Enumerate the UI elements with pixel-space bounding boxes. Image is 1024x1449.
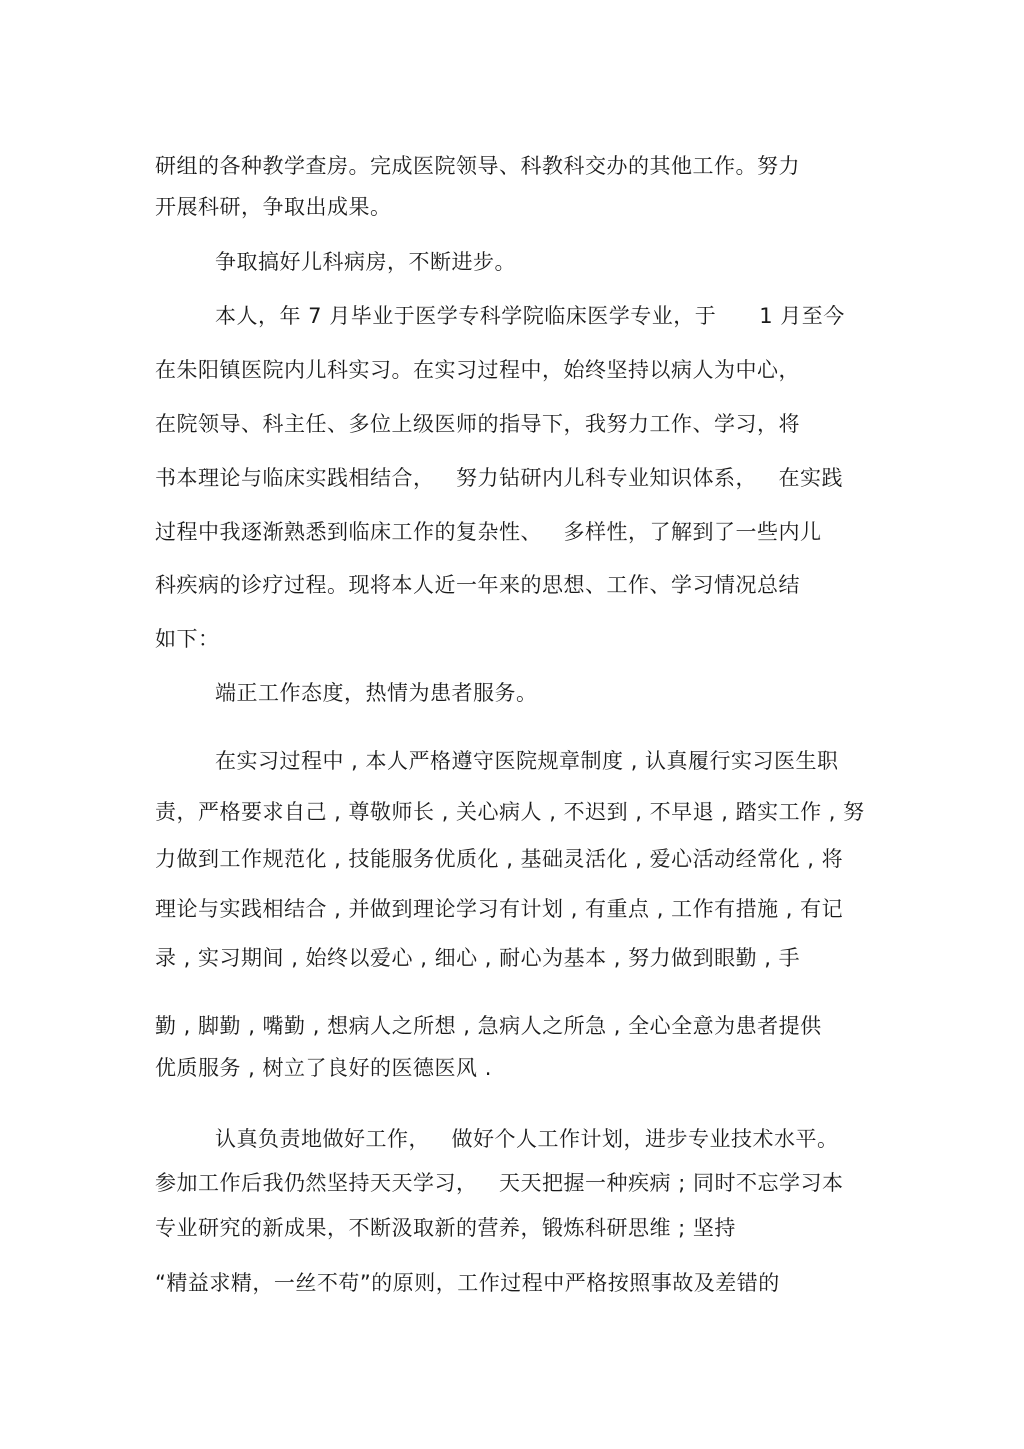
text-line: 本人，年 7 月毕业于医学专科学院临床医学专业，于 1 月至今 — [215, 304, 845, 328]
text-line: 责，严格要求自己 , 尊敬师长 , 关心病人 , 不迟到 , 不早退 , 踏实工作 , 努 — [155, 800, 865, 824]
text-line: 研组的各种教学查房。完成医院领导、科教科交办的其他工作。努力 — [155, 154, 800, 178]
text-line: 勤 , 脚勤 , 嘴勤 , 想病人之所想 , 急病人之所急 , 全心全意为患者提供 — [155, 1014, 822, 1038]
text-line: 在实习过程中 , 本人严格遵守医院规章制度 , 认真履行实习医生职 — [215, 749, 839, 773]
paragraph-heading: 端正工作态度，热情为患者服务。 — [215, 681, 538, 705]
text-line: 如下： — [155, 627, 220, 651]
text-line: 专业研究的新成果，不断汲取新的营养，锻炼科研思维 ; 坚持 — [155, 1216, 736, 1240]
text-line: 科疾病的诊疗过程。现将本人近一年来的思想、工作、学习情况总结 — [155, 573, 800, 597]
text-line: 在朱阳镇医院内儿科实习。在实习过程中，始终坚持以病人为中心， — [155, 358, 800, 382]
text-line: 优质服务 , 树立了良好的医德医风 . — [155, 1056, 492, 1080]
text-line: “精益求精，一丝不苟”的原则，工作过程中严格按照事故及差错的 — [155, 1271, 780, 1295]
text-line: 参加工作后我仍然坚持天天学习， 天天把握一种疾病 ; 同时不忘学习本 — [155, 1171, 844, 1195]
paragraph-heading: 认真负责地做好工作， 做好个人工作计划，进步专业技术水平。 — [215, 1127, 839, 1151]
text-line: 在院领导、科主任、多位上级医师的指导下，我努力工作、学习，将 — [155, 412, 800, 436]
text-line: 开展科研，争取出成果。 — [155, 195, 392, 219]
text-line: 过程中我逐渐熟悉到临床工作的复杂性、 多样性，了解到了一些内儿 — [155, 520, 822, 544]
text-line: 录 , 实习期间 , 始终以爱心 , 细心 , 耐心为基本 , 努力做到眼勤 , 手 — [155, 946, 801, 970]
text-line: 书本理论与临床实践相结合， 努力钻研内儿科专业知识体系， 在实践 — [155, 466, 844, 490]
text-line: 力做到工作规范化 , 技能服务优质化 , 基础灵活化 , 爱心活动经常化 , 将 — [155, 847, 844, 871]
text-line: 理论与实践相结合 , 并做到理论学习有计划 , 有重点 , 工作有措施 , 有记 — [155, 897, 844, 921]
paragraph-heading: 争取搞好儿科病房，不断进步。 — [215, 250, 516, 274]
